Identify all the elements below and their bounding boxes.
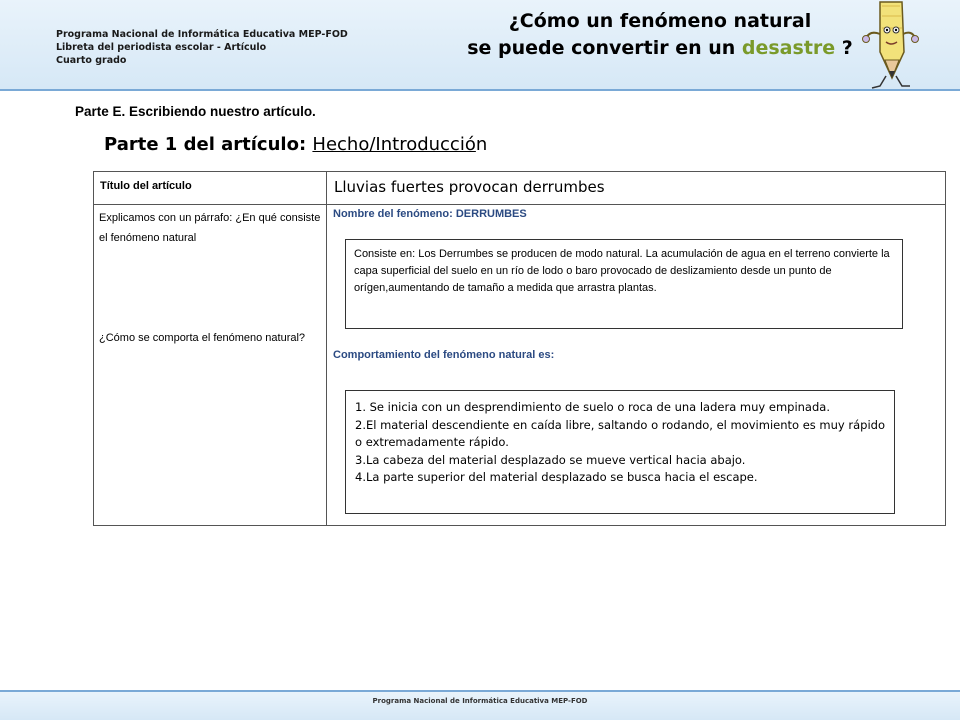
behavior-item: 2.El material descendiente en caída libre, saltando o rodando, el movimiento es muy rápido o extremadamente rápido. — [355, 417, 885, 449]
title-row-label: Título del artículo — [100, 180, 192, 192]
part-title — [104, 134, 487, 155]
definition-box — [345, 239, 903, 329]
title-line-2 — [430, 35, 890, 62]
column-divider — [326, 172, 327, 525]
question-behavior: ¿Cómo se comporta el fenómeno natural? — [99, 332, 306, 344]
behavior-item: 4.La parte superior del material desplazado se busca hacia el escape. — [355, 470, 758, 484]
footer-text: Programa Nacional de Informática Educativa MEP-FOD — [372, 697, 588, 705]
header-band — [0, 0, 960, 91]
part-title-tail: n — [475, 134, 488, 155]
section-label: Parte E. Escribiendo nuestro artículo. — [75, 104, 316, 119]
question-what-is: Explicamos con un párrafo: ¿En qué consiste el fenómeno natural — [99, 212, 321, 244]
article-table — [93, 171, 946, 526]
phenomenon-name-label: Nombre del fenómeno: DERRUMBES — [333, 208, 527, 220]
behavior-label: Comportamiento del fenómeno natural es: — [333, 349, 555, 361]
behavior-item: 1. Se inicia con un desprendimiento de suelo o roca de una ladera muy empinada. — [355, 400, 830, 414]
behavior-box — [345, 390, 895, 514]
title-line-1: ¿Cómo un fenómeno natural — [508, 10, 812, 32]
title-line-2-start: se puede convertir en un — [467, 37, 742, 59]
title-accent-word: desastre — [741, 37, 836, 59]
footer-band — [0, 690, 960, 720]
behavior-item: 3.La cabeza del material desplazado se mueve vertical hacia abajo. — [355, 452, 746, 467]
page-title — [430, 8, 890, 62]
title-row — [94, 172, 945, 205]
article-title-value: Lluvias fuertes provocan derrumbes — [334, 178, 605, 196]
pencil-mascot-icon — [858, 0, 928, 92]
part-title-underlined: Hecho/Introducció — [312, 134, 476, 155]
grade-level: Cuarto grado — [56, 55, 127, 66]
notebook-name: Libreta del periodista escolar - Artículo — [56, 42, 267, 53]
part-title-bold: Parte 1 del artículo: — [104, 134, 313, 155]
definition-text: Consiste en: Los Derrumbes se producen de modo natural. La acumulación de agua en el terreno convierte la capa superficial del suelo en un río de lodo o baro provocado de deslizamiento desde un punto de orígen,aumentando de tamaño a medida que arrastra plantas. — [354, 248, 890, 294]
title-line-2-end: ? — [835, 37, 853, 59]
program-name: Programa Nacional de Informática Educativa MEP-FOD — [56, 29, 348, 40]
program-info — [56, 28, 348, 67]
